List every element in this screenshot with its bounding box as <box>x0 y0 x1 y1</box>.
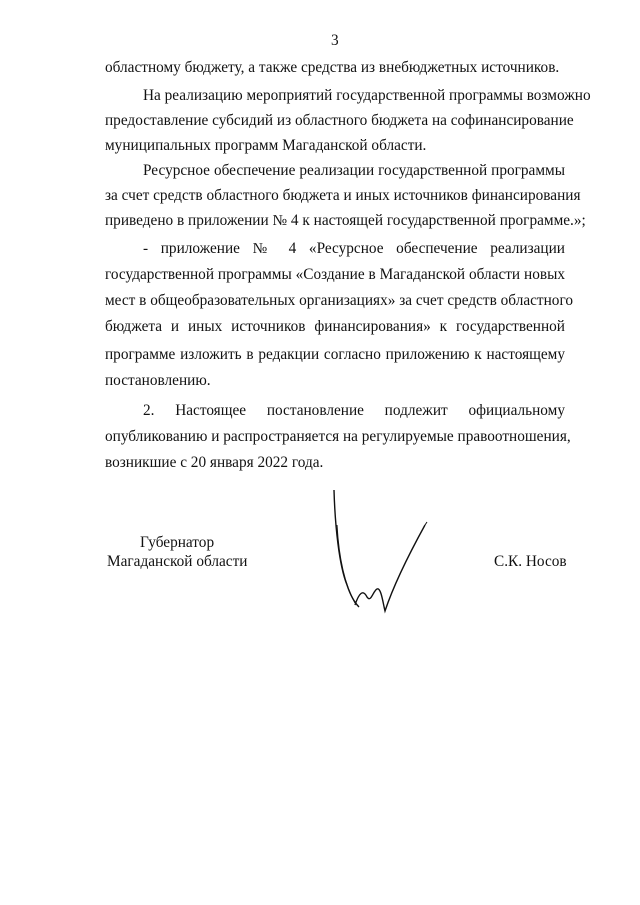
text-line: бюджета и иных источников финансирования» к государственной <box>105 318 565 335</box>
text-line: На реализацию мероприятий государственной программы возможно <box>143 87 591 104</box>
text-line: предоставление субсидий из областного бюджета на софинансирование <box>105 112 574 129</box>
text-line: программе изложить в редакции согласно приложению к настоящему <box>105 346 565 363</box>
text-line: приведено в приложении № 4 к настоящей государственной программе.»; <box>105 212 586 229</box>
page-number: 3 <box>331 32 339 49</box>
text-line: постановлению. <box>105 372 211 389</box>
text-line: мест в общеобразовательных организациях» за счет средств областного <box>105 292 573 309</box>
handwritten-signature <box>325 485 435 620</box>
text-line: муниципальных программ Магаданской области. <box>105 137 427 154</box>
signatory-region: Магаданской области <box>107 553 248 570</box>
text-line: областному бюджету, а также средства из внебюджетных источников. <box>105 59 560 76</box>
text-line: Ресурсное обеспечение реализации государственной программы <box>143 162 565 179</box>
text-line: за счет средств областного бюджета и иных источников финансирования <box>105 187 581 204</box>
text-line: возникшие с 20 января 2022 года. <box>105 454 324 471</box>
signatory-title: Губернатор <box>140 534 215 551</box>
text-line: государственной программы «Создание в Магаданской области новых <box>105 266 565 283</box>
text-line: опубликованию и распространяется на регулируемые правоотношения, <box>105 428 571 445</box>
text-line: - приложение № 4 «Ресурсное обеспечение реализации <box>143 240 565 257</box>
text-line: 2. Настоящее постановление подлежит официальному <box>143 402 565 419</box>
signatory-name: С.К. Носов <box>494 553 567 570</box>
